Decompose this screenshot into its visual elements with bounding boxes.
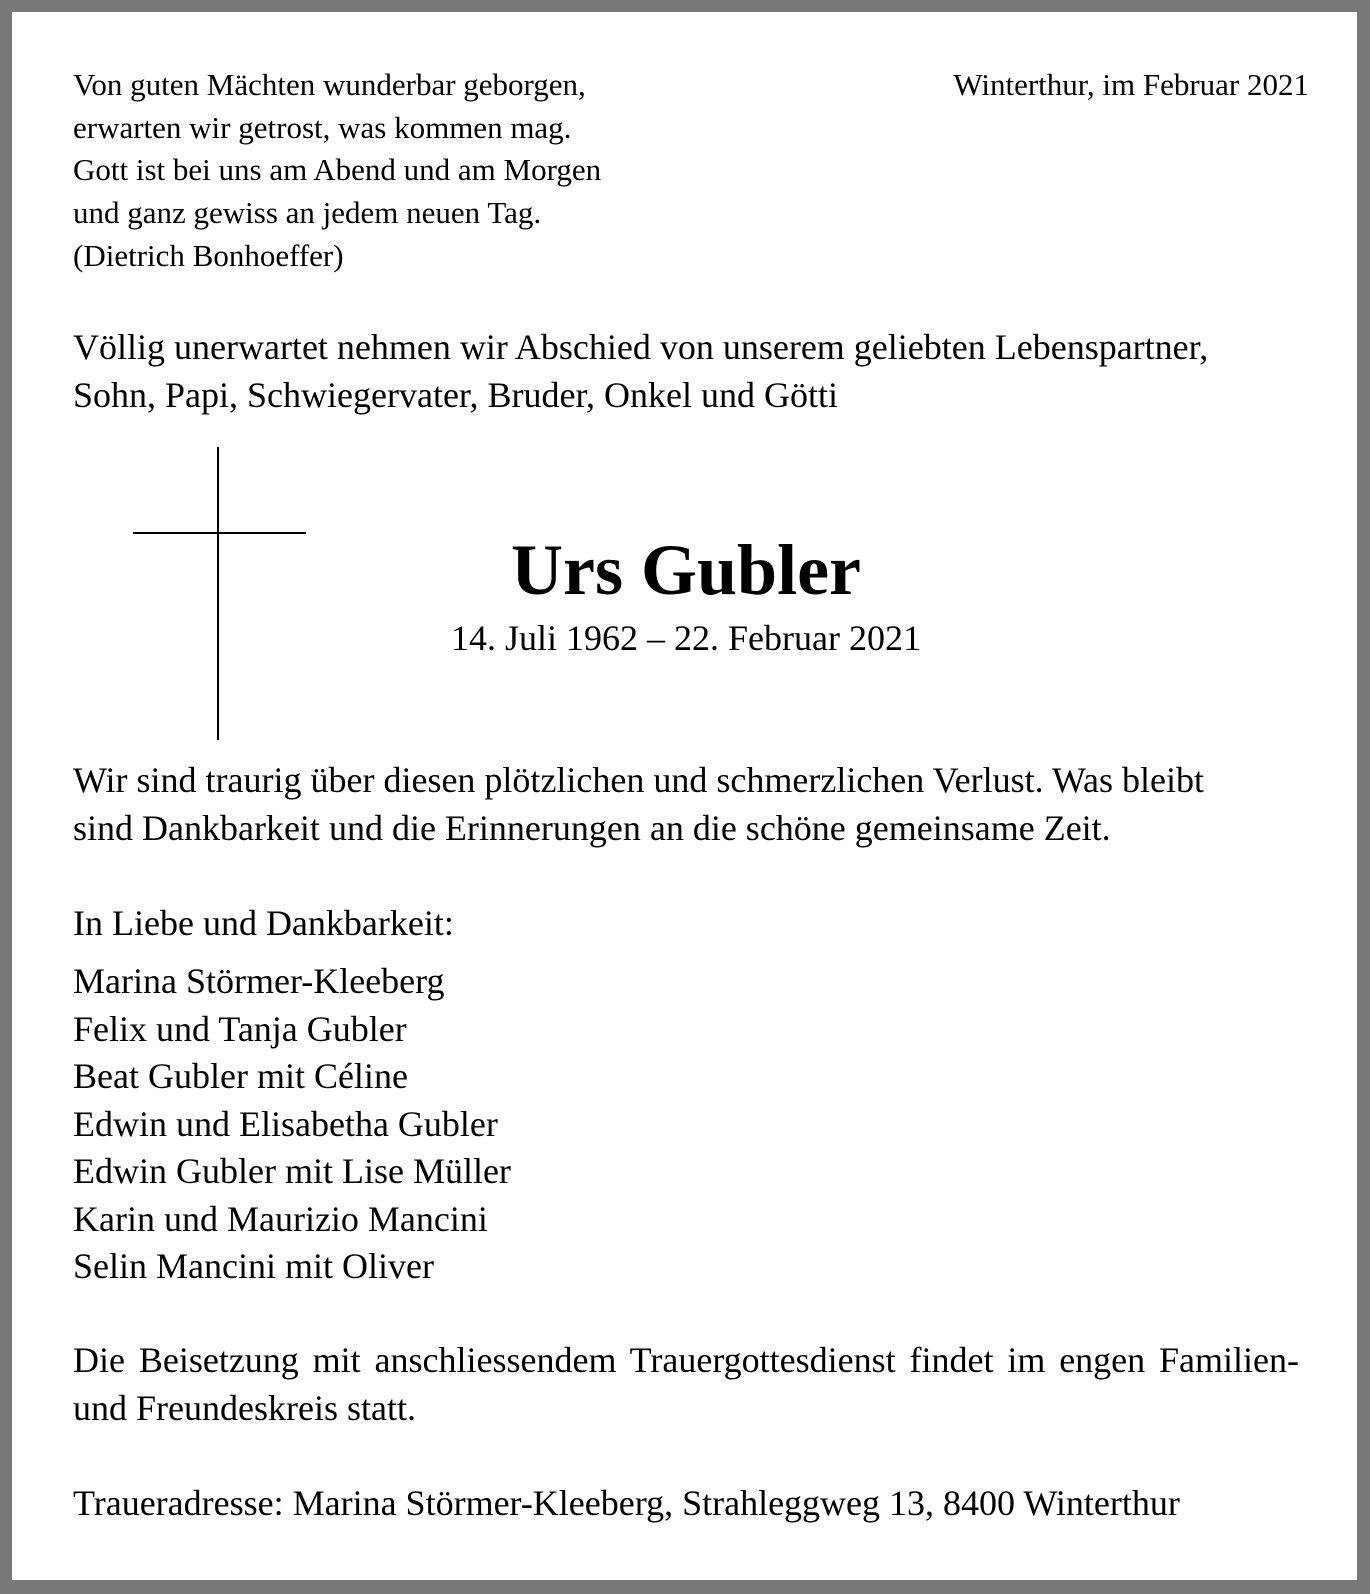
announcement-line: Völlig unerwartet nehmen wir Abschied von unserem geliebten Lebenspartner, — [73, 327, 1209, 367]
message-line: sind Dankbarkeit und die Erinnerungen an die schöne gemeinsame Zeit. — [73, 807, 1111, 848]
bonhoeffer-quote — [73, 64, 601, 278]
signer: Marina Störmer-Kleeberg — [73, 961, 445, 1001]
deceased-name: Urs Gubler — [511, 530, 861, 610]
signers-list — [73, 958, 511, 1291]
quote-line: Von guten Mächten wunderbar geborgen, — [73, 67, 586, 102]
signer: Selin Mancini mit Oliver — [73, 1246, 434, 1286]
obituary-page — [12, 12, 1357, 1580]
condolence-message — [73, 757, 1204, 852]
signers-intro: In Liebe und Dankbarkeit: — [73, 903, 454, 943]
signer: Edwin und Elisabetha Gubler — [73, 1103, 498, 1144]
quote-line: erwarten wir getrost, was kommen mag. — [73, 109, 572, 145]
announcement-line: Sohn, Papi, Schwiegervater, Bruder, Onkel und Götti — [73, 374, 838, 415]
signer: Beat Gubler mit Céline — [73, 1056, 408, 1096]
quote-author: (Dietrich Bonhoeffer) — [73, 237, 344, 273]
signer: Edwin Gubler mit Lise Müller — [73, 1151, 511, 1191]
place-date: Winterthur, im Februar 2021 — [953, 67, 1309, 102]
message-line: Wir sind traurig über diesen plötzlichen und schmerzlichen Verlust. Was bleibt — [73, 760, 1205, 800]
quote-line: und ganz gewiss an jedem neuen Tag. — [73, 195, 542, 231]
signer: Felix und Tanja Gubler — [73, 1008, 407, 1049]
signer: Karin und Maurizio Mancini — [73, 1198, 488, 1239]
quote-line: Gott ist bei uns am Abend und am Morgen — [73, 152, 602, 188]
funeral-note: Die Beisetzung mit anschliessendem Trauergottesdienst findet im engen Familien- und Freundeskreis statt. — [73, 1340, 1299, 1428]
mourning-address: Traueradresse: Marina Störmer-Kleeberg, Strahleggweg 13, 8400 Winterthur — [73, 1483, 1180, 1523]
life-dates: 14. Juli 1962 – 22. Februar 2021 — [451, 618, 921, 658]
announcement — [73, 324, 1208, 419]
